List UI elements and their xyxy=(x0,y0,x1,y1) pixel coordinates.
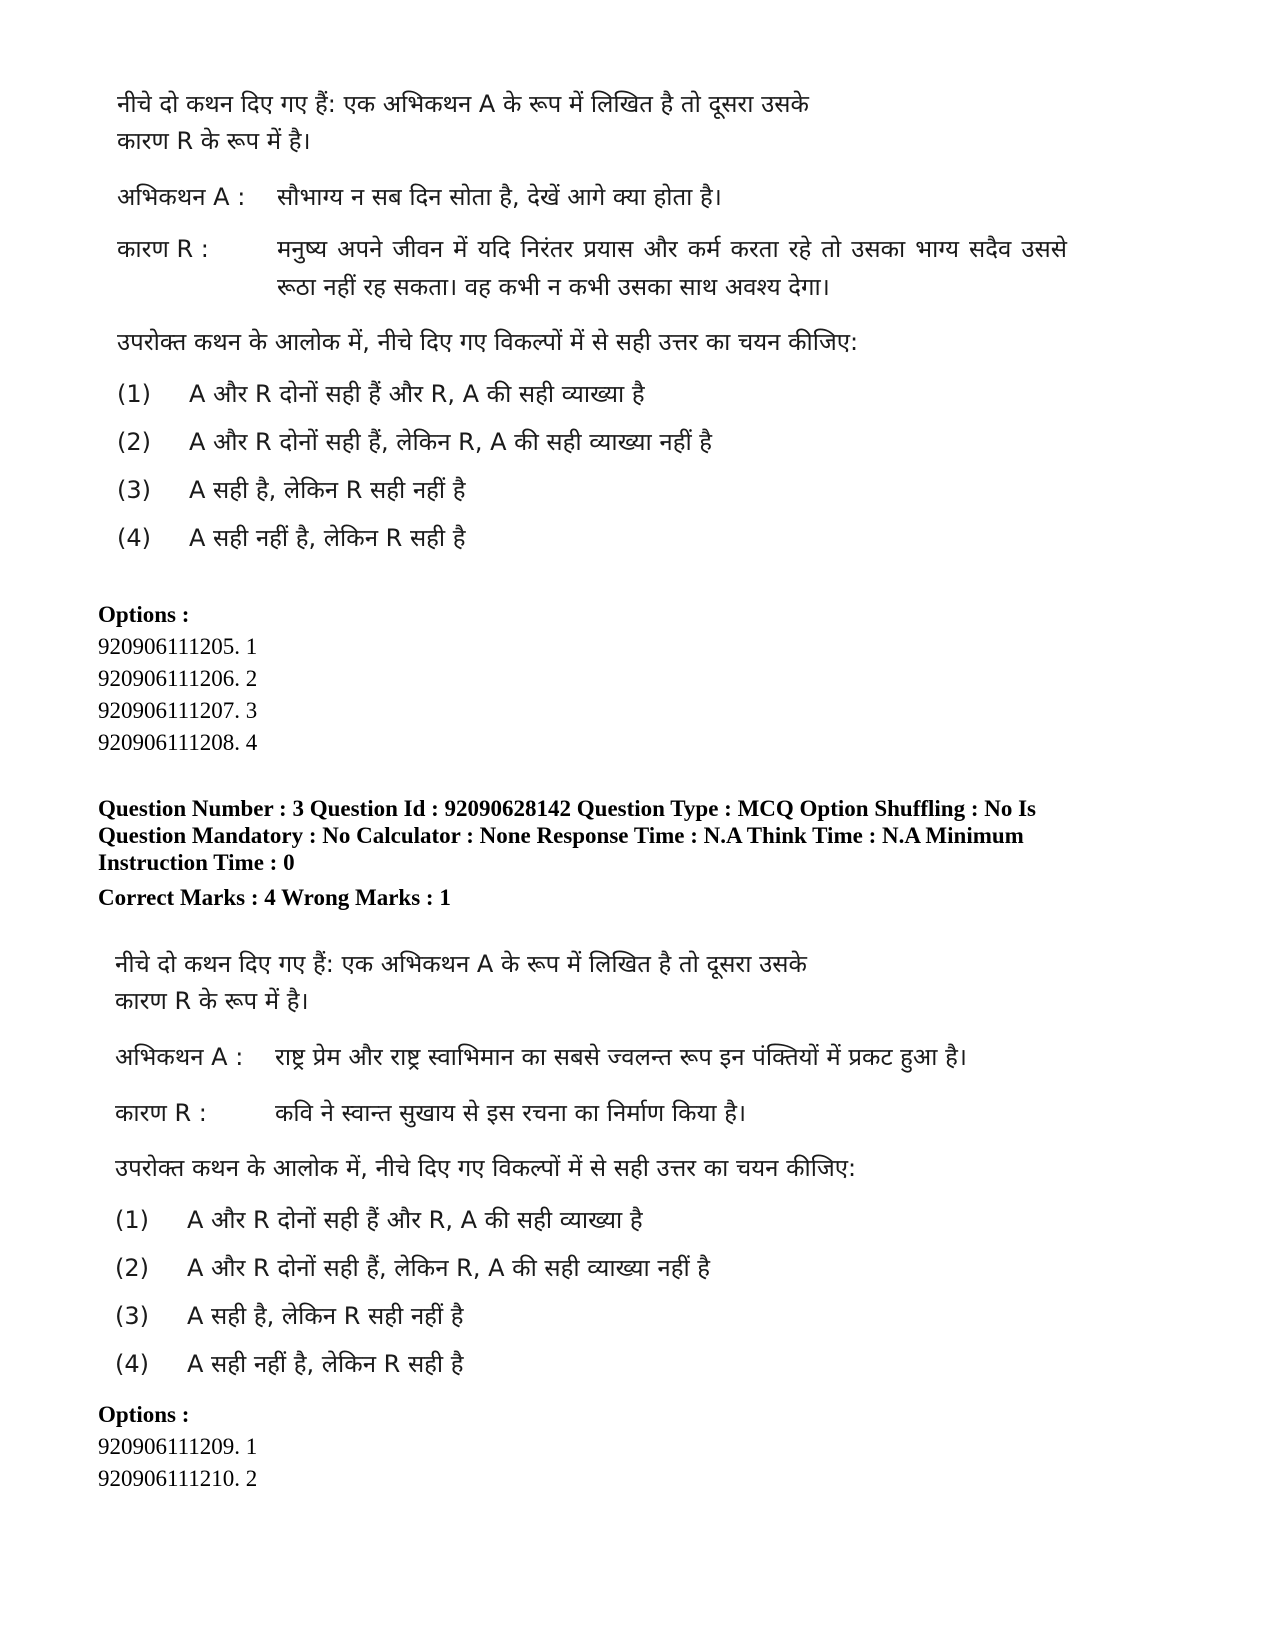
choice-text: A सही नहीं है, लेकिन R सही है xyxy=(189,524,466,552)
q2-reason-label: कारण R : xyxy=(117,235,209,263)
q3-option-2: 920906111210. 2 xyxy=(98,1466,258,1491)
q3-reason xyxy=(115,1094,1115,1132)
choice-number: (1) xyxy=(115,1206,149,1234)
q3-choice-2 xyxy=(115,1250,1115,1298)
choice-text: A सही है, लेकिन R सही नहीं है xyxy=(189,476,466,504)
choice-number: (2) xyxy=(115,1254,149,1282)
q3-intro-line-1: नीचे दो कथन दिए गए हैं: एक अभिकथन A के रूप में लिखित है तो दूसरा उसके xyxy=(115,950,807,978)
q2-options-heading: Options : xyxy=(98,602,190,627)
q3-reason-label: कारण R : xyxy=(115,1099,207,1127)
q2-prompt: उपरोक्त कथन के आलोक में, नीचे दिए गए विकल्पों में से सही उत्तर का चयन कीजिए: xyxy=(117,328,859,356)
q3-choice-list xyxy=(115,1202,1115,1394)
q2-option-2: 920906111206. 2 xyxy=(98,666,258,691)
q3-choice-1 xyxy=(115,1202,1115,1250)
q3-prompt: उपरोक्त कथन के आलोक में, नीचे दिए गए विकल्पों में से सही उत्तर का चयन कीजिए: xyxy=(115,1154,857,1182)
choice-number: (4) xyxy=(115,1350,149,1378)
choice-text: A सही है, लेकिन R सही नहीं है xyxy=(187,1302,464,1330)
q3-marks: Correct Marks : 4 Wrong Marks : 1 xyxy=(98,885,451,910)
q2-choice-3 xyxy=(117,472,1117,520)
q3-meta: Question Number : 3 Question Id : 92090628142 Question Type : MCQ Option Shuffling : No Is Question Mandatory : No Calculator : None Response Time : N.A Think Time : N.A Minimum Instruction Time : 0 xyxy=(98,796,1037,875)
q3-choice-4 xyxy=(115,1346,1115,1394)
q3-options xyxy=(98,1399,257,1495)
q2-intro xyxy=(117,86,1117,160)
choice-text: A और R दोनों सही हैं और R, A की सही व्याख्या है xyxy=(189,380,645,408)
q2-choice-2 xyxy=(117,424,1117,472)
q2-reason xyxy=(117,230,1117,306)
choice-number: (3) xyxy=(115,1302,149,1330)
q2-assertion-text: सौभाग्य न सब दिन सोता है, देखें आगे क्या होता है। xyxy=(277,183,722,211)
q3-option-1: 920906111209. 1 xyxy=(98,1434,258,1459)
question-3-body xyxy=(115,946,1115,1394)
q2-choice-list xyxy=(117,376,1117,568)
q2-intro-line-1: नीचे दो कथन दिए गए हैं: एक अभिकथन A के रूप में लिखित है तो दूसरा उसके xyxy=(117,90,809,118)
q3-intro xyxy=(115,946,1115,1020)
q2-option-3: 920906111207. 3 xyxy=(98,698,258,723)
choice-text: A और R दोनों सही हैं, लेकिन R, A की सही व्याख्या नहीं है xyxy=(189,428,713,456)
q2-option-4: 920906111208. 4 xyxy=(98,730,258,755)
choice-number: (2) xyxy=(117,428,151,456)
q2-choice-1 xyxy=(117,376,1117,424)
q2-assertion xyxy=(117,178,1117,216)
choice-text: A और R दोनों सही हैं, लेकिन R, A की सही व्याख्या नहीं है xyxy=(187,1254,711,1282)
q3-reason-text: कवि ने स्वान्त सुखाय से इस रचना का निर्माण किया है। xyxy=(275,1099,747,1127)
choice-number: (3) xyxy=(117,476,151,504)
q3-intro-line-2: कारण R के रूप में है। xyxy=(115,987,309,1015)
q3-assertion xyxy=(115,1038,1115,1076)
q3-choice-3 xyxy=(115,1298,1115,1346)
choice-number: (4) xyxy=(117,524,151,552)
q2-reason-text: मनुष्य अपने जीवन में यदि निरंतर प्रयास और कर्म करता रहे तो उसका भाग्य सदैव उससे रूठा नहीं रह सकता। वह कभी न कभी उसका साथ अवश्य देगा। xyxy=(277,235,1067,301)
q2-assertion-label: अभिकथन A : xyxy=(117,183,246,211)
q2-intro-line-2: कारण R के रूप में है। xyxy=(117,127,311,155)
question-2-body xyxy=(117,86,1117,568)
q3-options-heading: Options : xyxy=(98,1402,190,1427)
choice-text: A और R दोनों सही हैं और R, A की सही व्याख्या है xyxy=(187,1206,643,1234)
choice-number: (1) xyxy=(117,380,151,408)
q2-options xyxy=(98,599,257,759)
choice-text: A सही नहीं है, लेकिन R सही है xyxy=(187,1350,464,1378)
q3-assertion-label: अभिकथन A : xyxy=(115,1043,244,1071)
q2-choice-4 xyxy=(117,520,1117,568)
q3-assertion-text: राष्ट्र प्रेम और राष्ट्र स्वाभिमान का सबसे ज्वलन्त रूप इन पंक्तियों में प्रकट हुआ है। xyxy=(275,1043,967,1071)
q2-option-1: 920906111205. 1 xyxy=(98,634,258,659)
